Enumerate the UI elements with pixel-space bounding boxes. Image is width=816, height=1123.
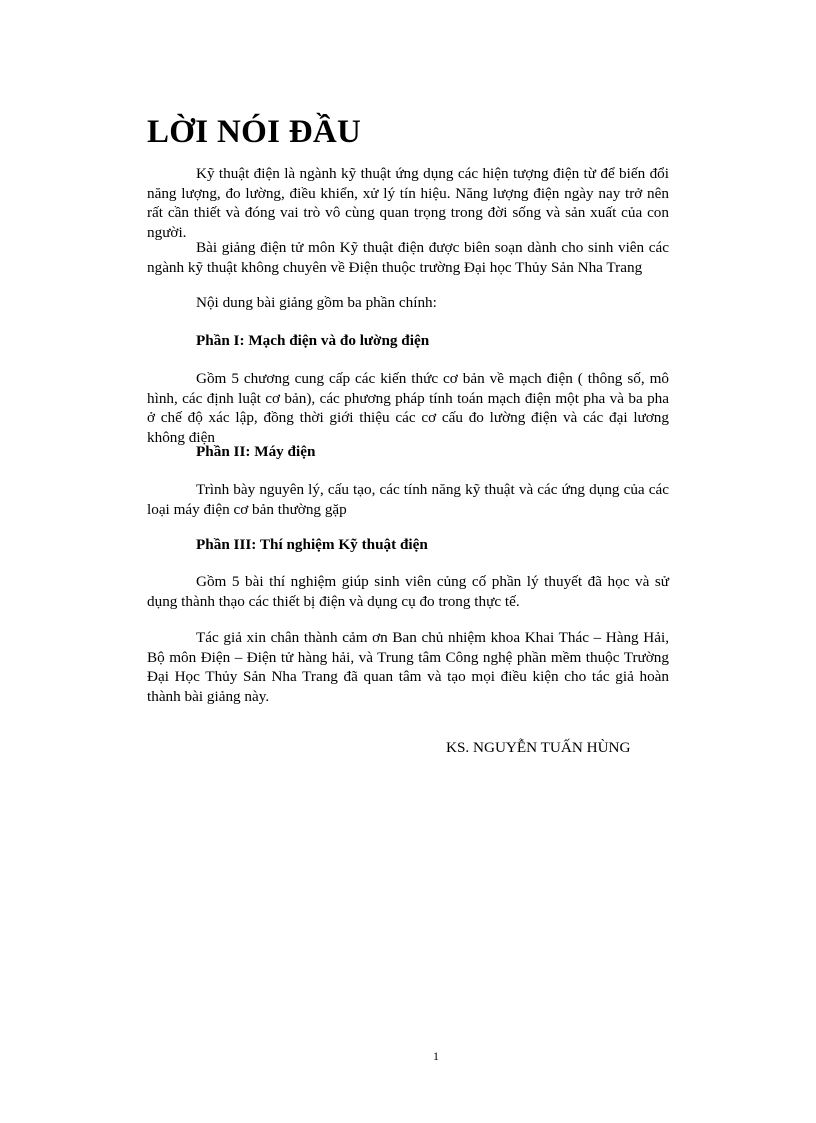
section-body-part-2: Trình bày nguyên lý, cấu tạo, các tính năng kỹ thuật và các ứng dụng của các loại máy điện cơ bản thường gặp [147,481,669,518]
acknowledgement-paragraph: Tác giả xin chân thành cảm ơn Ban chủ nhiệm khoa Khai Thác – Hàng Hải, Bộ môn Điện – Điện tử hàng hải, và Trung tâm Công nghệ phần mềm thuộc Trường Đại Học Thủy Sản Nha Trang đã quan tâm và tạo mọi điều kiện cho tác giả hoàn thành bài giảng này. [147,629,669,705]
page-title: LỜI NÓI ĐẦU [147,114,362,150]
section-heading-part-3: Phần III: Thí nghiệm Kỹ thuật điện [196,536,428,553]
content-intro-paragraph: Nội dung bài giảng gồm ba phần chính: [196,294,437,311]
purpose-paragraph: Bài giảng điện tử môn Kỹ thuật điện được biên soạn dành cho sinh viên các ngành kỹ thuật không chuyên về Điện thuộc trường Đại học Thủy Sản Nha Trang [147,239,669,276]
intro-paragraph: Kỹ thuật điện là ngành kỹ thuật ứng dụng các hiện tượng điện từ để biến đổi năng lượng, đo lường, điều khiển, xử lý tín hiệu. Năng lượng điện ngày nay trở nên rất cần thiết và đóng vai trò vô cùng quan trọng trong đời sống và sản xuất của con người. [147,165,669,241]
section-body-part-3: Gồm 5 bài thí nghiệm giúp sinh viên củng cố phần lý thuyết đã học và sử dụng thành thạo các thiết bị điện và dụng cụ đo trong thực tế. [147,573,669,610]
section-heading-part-2: Phần II: Máy điện [196,443,316,460]
page-number: 1 [433,1049,439,1063]
section-heading-part-1: Phần I: Mạch điện và đo lường điện [196,332,430,349]
author-signature: KS. NGUYỄN TUẤN HÙNG [446,739,631,756]
section-body-part-1: Gồm 5 chương cung cấp các kiến thức cơ bản về mạch điện ( thông số, mô hình, các định luật cơ bản), các phương pháp tính toán mạch điện một pha và ba pha ở chế độ xác lập, đồng thời giới thiệu các cơ cấu đo lường điện và các đại lương không điện [147,370,669,446]
